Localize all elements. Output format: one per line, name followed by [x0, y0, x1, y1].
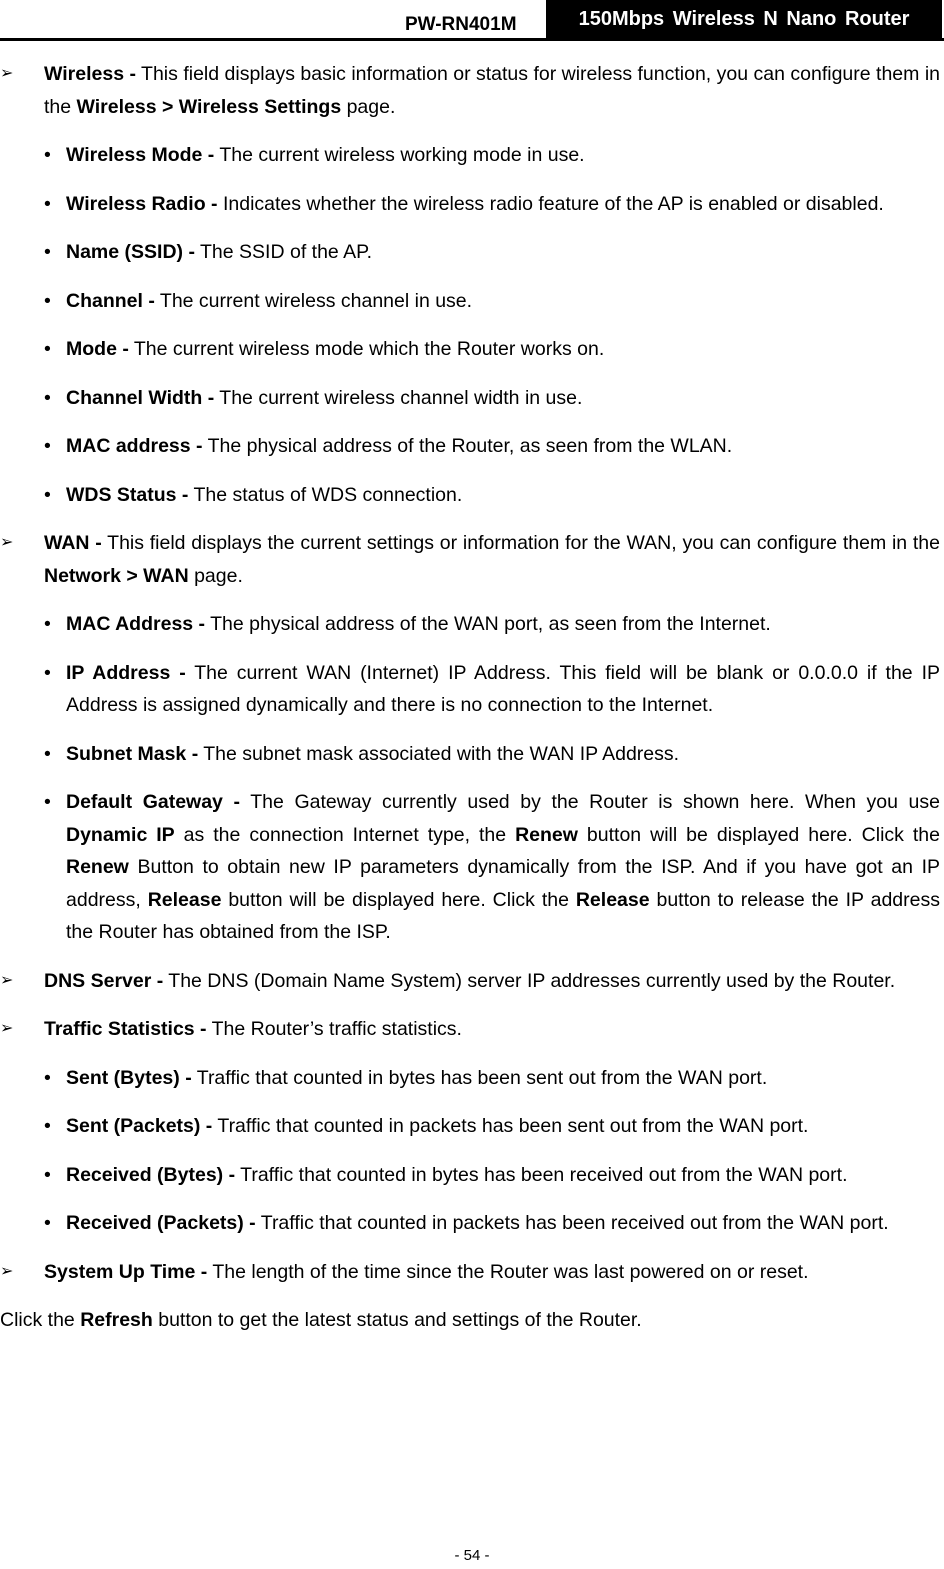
- item-desc: Traffic that counted in packets has been received out from the WAN port.: [255, 1212, 889, 1234]
- page-header: [0, 0, 944, 40]
- item-desc: Traffic that counted in packets has been sent out from the WAN port.: [212, 1115, 809, 1137]
- item-keyword: Renew: [66, 856, 129, 878]
- item-term: MAC Address -: [66, 613, 206, 635]
- paragraph-text: button to get the latest status and settings of the Router.: [152, 1309, 642, 1331]
- item-desc: The current wireless channel in use.: [154, 289, 473, 312]
- item-term: Sent (Bytes) -: [66, 1066, 192, 1089]
- arrow-bullet-icon: ➢: [0, 1020, 14, 1037]
- bullet-icon: •: [44, 1115, 51, 1137]
- bullet-icon: •: [44, 613, 51, 635]
- item-desc: The subnet mask associated with the WAN IP Address.: [198, 742, 680, 765]
- section-text: This field displays the current settings or information for the WAN, you can configure them in the: [101, 532, 940, 554]
- list-item: [0, 608, 944, 641]
- list-item: [0, 430, 944, 463]
- bullet-icon: •: [44, 791, 51, 813]
- item-desc: The status of WDS connection.: [188, 483, 463, 506]
- section-title: Traffic Statistics -: [44, 1018, 207, 1040]
- menu-path: Wireless > Wireless Settings: [76, 95, 342, 118]
- list-item: [0, 1062, 944, 1095]
- item-term: Wireless Mode -: [66, 144, 215, 166]
- bullet-icon: •: [44, 435, 51, 457]
- list-item: [0, 236, 944, 269]
- item-term: Channel Width -: [66, 386, 215, 409]
- section-wireless: [0, 58, 944, 123]
- bullet-icon: •: [44, 192, 51, 215]
- list-item: [0, 333, 944, 366]
- section-text: The DNS (Domain Name System) server IP addresses currently used by the Router.: [163, 969, 896, 992]
- bullet-icon: •: [44, 661, 51, 684]
- list-item: [0, 479, 944, 512]
- item-term: Channel -: [66, 289, 155, 312]
- closing-paragraph: [0, 1304, 944, 1337]
- bullet-icon: •: [44, 742, 51, 765]
- list-item: [0, 1207, 944, 1240]
- arrow-bullet-icon: ➢: [0, 1262, 14, 1280]
- product-title: 150Mbps Wireless N Nano Router: [546, 0, 942, 38]
- item-term: Subnet Mask -: [66, 742, 199, 765]
- item-term: Name (SSID) -: [66, 241, 195, 263]
- bullet-icon: •: [44, 386, 51, 409]
- section-text: page.: [188, 564, 243, 587]
- list-item: [0, 188, 944, 221]
- item-keyword: Renew: [515, 823, 578, 846]
- item-term: WDS Status -: [66, 483, 189, 506]
- item-desc: button to release the IP address the Router has obtained from the ISP.: [66, 888, 940, 943]
- item-term: Received (Bytes) -: [66, 1163, 236, 1186]
- item-term: Default Gateway -: [66, 791, 240, 813]
- item-keyword: Dynamic IP: [66, 823, 175, 846]
- bullet-icon: •: [44, 289, 51, 312]
- item-term: Sent (Packets) -: [66, 1115, 213, 1137]
- document-body: [0, 58, 944, 1337]
- bullet-icon: •: [44, 144, 51, 166]
- arrow-bullet-icon: ➢: [0, 534, 14, 551]
- item-keyword: Release: [575, 888, 650, 911]
- section-title: WAN -: [44, 532, 102, 554]
- item-term: MAC address -: [66, 435, 203, 457]
- item-keyword: Refresh: [80, 1309, 153, 1331]
- item-desc: The Gateway currently used by the Router is shown here. When you use: [240, 791, 940, 813]
- item-desc: button will be displayed here. Click the: [221, 888, 576, 911]
- list-item: [0, 285, 944, 318]
- item-desc: The physical address of the WAN port, as seen from the Internet.: [205, 613, 771, 635]
- header-rule: [0, 38, 944, 41]
- list-item: [0, 1110, 944, 1143]
- list-item: [0, 738, 944, 771]
- item-desc: button will be displayed here. Click the: [577, 823, 940, 846]
- bullet-icon: •: [44, 483, 51, 506]
- item-term: IP Address -: [66, 661, 186, 684]
- item-desc: Traffic that counted in bytes has been sent out from the WAN port.: [191, 1066, 768, 1089]
- page-number: - 54 -: [454, 1547, 490, 1564]
- section-uptime: [0, 1256, 944, 1289]
- section-dns: [0, 965, 944, 998]
- item-desc: The current wireless channel width in use.: [214, 386, 583, 409]
- item-term: Received (Packets) -: [66, 1212, 256, 1234]
- model-name: PW-RN401M: [405, 14, 517, 35]
- section-title: Wireless -: [44, 63, 136, 85]
- item-desc: The current WAN (Internet) IP Address. This field will be blank or 0.0.0.0 if the IP Address is assigned dynamically and there is no connection to the Internet.: [66, 661, 940, 716]
- item-desc: The current wireless working mode in use.: [214, 144, 585, 166]
- bullet-icon: •: [44, 1212, 51, 1234]
- section-text: The Router’s traffic statistics.: [206, 1018, 462, 1040]
- bullet-icon: •: [44, 241, 51, 263]
- item-desc: Button to obtain new IP parameters dynamically from the ISP. And if you have got an IP address,: [66, 856, 940, 911]
- item-desc: Indicates whether the wireless radio feature of the AP is enabled or disabled.: [217, 192, 884, 215]
- bullet-icon: •: [44, 1163, 51, 1186]
- list-item: [0, 657, 944, 722]
- section-wan: [0, 527, 944, 592]
- item-keyword: Release: [147, 888, 222, 911]
- section-title: DNS Server -: [44, 969, 164, 992]
- section-title: System Up Time -: [44, 1260, 208, 1283]
- item-term: Wireless Radio -: [66, 192, 218, 215]
- section-text: This field displays basic information or status for wireless function, you can configure them in the: [44, 63, 940, 118]
- item-term: Mode -: [66, 338, 129, 360]
- item-desc: The physical address of the Router, as seen from the WLAN.: [202, 435, 733, 457]
- item-desc: The SSID of the AP.: [194, 241, 373, 263]
- list-item: [0, 786, 944, 949]
- section-text: The length of the time since the Router was last powered on or reset.: [207, 1260, 809, 1283]
- bullet-icon: •: [44, 1066, 51, 1089]
- arrow-bullet-icon: ➢: [0, 65, 14, 82]
- item-desc: Traffic that counted in bytes has been received out from the WAN port.: [235, 1163, 848, 1186]
- list-item: [0, 139, 944, 172]
- bullet-icon: •: [44, 338, 51, 360]
- menu-path: Network > WAN: [44, 564, 189, 587]
- list-item: [0, 382, 944, 415]
- section-traffic: [0, 1013, 944, 1046]
- list-item: [0, 1159, 944, 1192]
- section-text: page.: [341, 95, 396, 118]
- item-desc: The current wireless mode which the Router works on.: [128, 338, 605, 360]
- arrow-bullet-icon: ➢: [0, 971, 14, 989]
- paragraph-text: Click the: [0, 1309, 81, 1331]
- item-desc: as the connection Internet type, the: [174, 823, 516, 846]
